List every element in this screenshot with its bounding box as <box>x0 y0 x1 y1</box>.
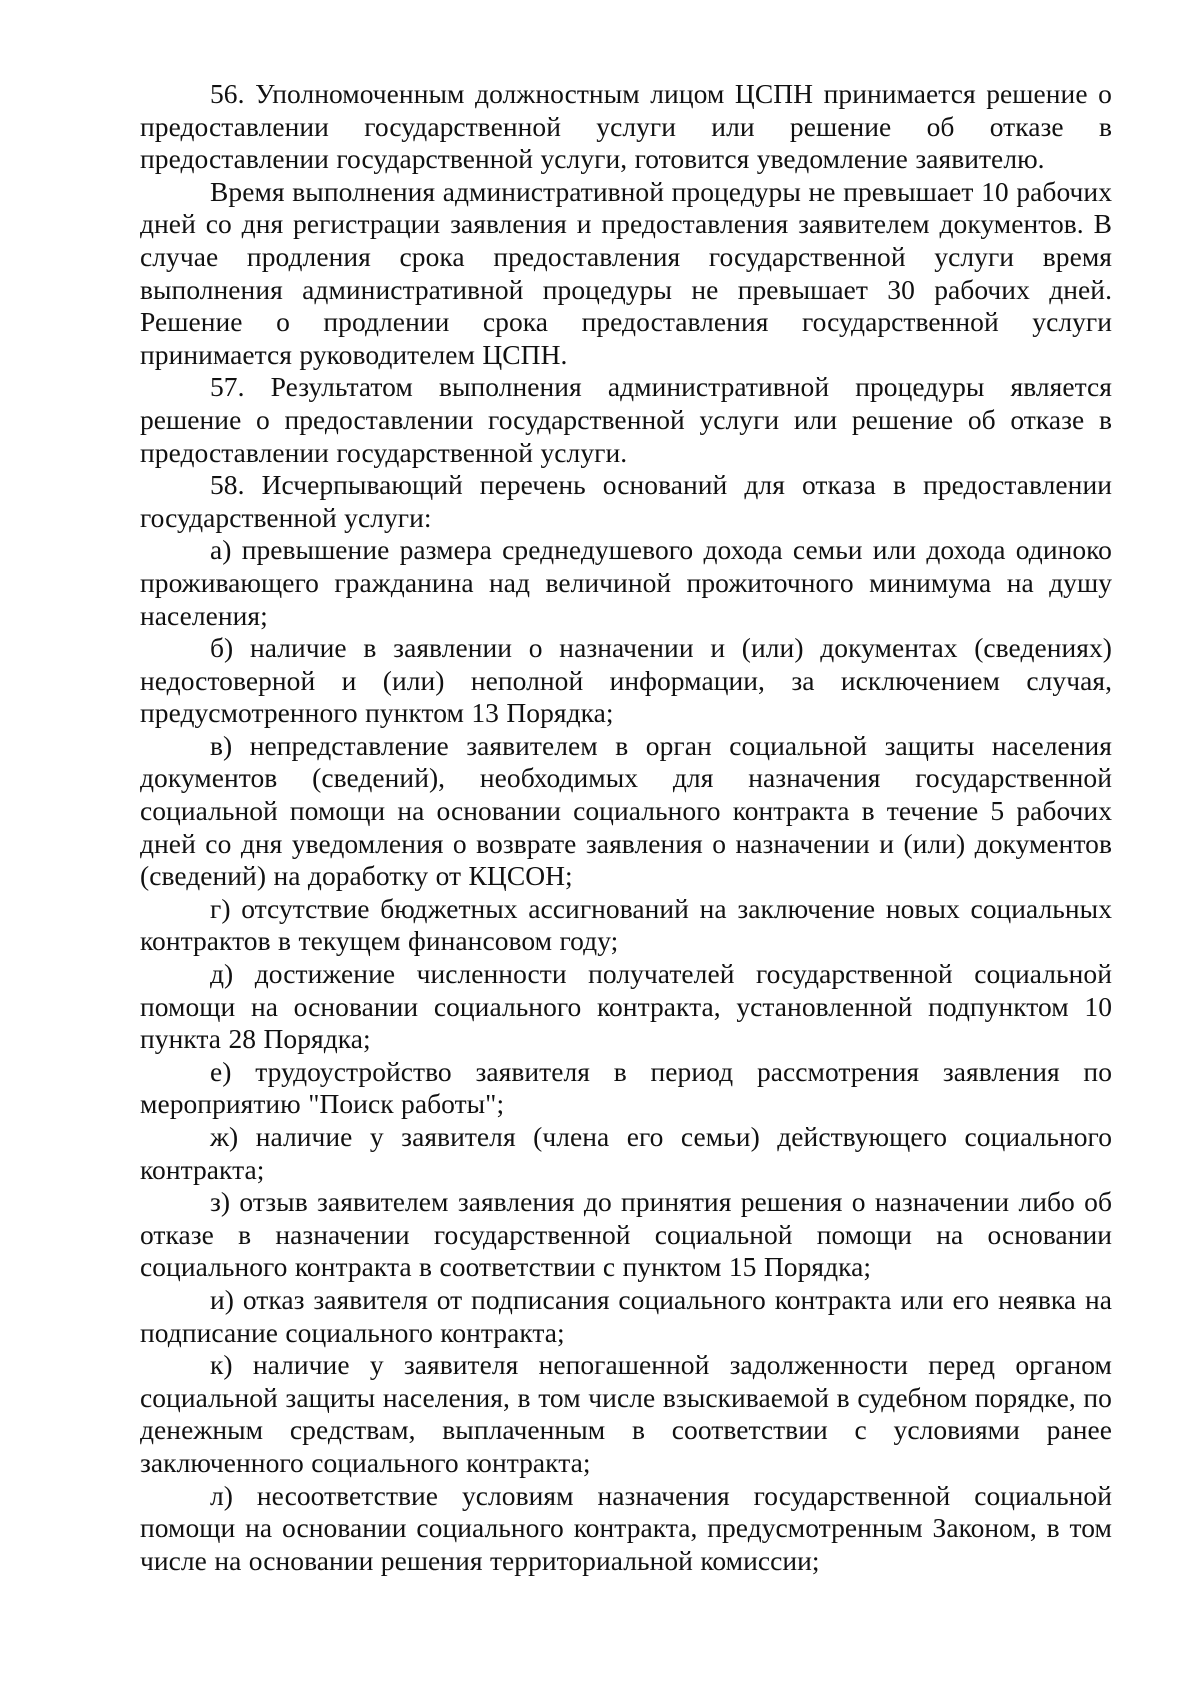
list-item-d: д) достижение численности получателей государственной социальной помощи на основании социального контракта, установленной подпунктом 10 пункта 28 Порядка; <box>140 958 1112 1055</box>
list-item-a: а) превышение размера среднедушевого дохода семьи или дохода одиноко проживающего гражданина над величиной прожиточного минимума на душу населения; <box>140 534 1112 631</box>
paragraph-58: 58. Исчерпывающий перечень оснований для отказа в предоставлении государственной услуги: <box>140 469 1112 533</box>
list-item-z: з) отзыв заявителем заявления до принятия решения о назначении либо об отказе в назначении государственной социальной помощи на основании социального контракта в соответствии с пунктом 15 Порядка; <box>140 1186 1112 1283</box>
paragraph-processing-time: Время выполнения административной процедуры не превышает 10 рабочих дней со дня регистрации заявления и предоставления заявителем документов. В случае продления срока предоставления государственной услуги время выполнения административной процедуры не превышает 30 рабочих дней. Решение о продлении срока предоставления государственной услуги принимается руководителем ЦСПН. <box>140 175 1112 370</box>
list-item-k: к) наличие у заявителя непогашенной задолженности перед органом социальной защиты населения, в том числе взыскиваемой в судебном порядке, по денежным средствам, выплаченным в соответствии с условиями ранее заключенного социального контракта; <box>140 1349 1112 1478</box>
paragraph-57: 57. Результатом выполнения административной процедуры является решение о предоставлении государственной услуги или решение об отказе в предоставлении государственной услуги. <box>140 371 1112 468</box>
document-page <box>140 78 1112 1577</box>
list-item-i: и) отказ заявителя от подписания социального контракта или его неявка на подписание социального контракта; <box>140 1283 1112 1348</box>
paragraph-56: 56. Уполномоченным должностным лицом ЦСПН принимается решение о предоставлении государственной услуги или решение об отказе в предоставлении государственной услуги, готовится уведомление заявителю. <box>140 78 1112 175</box>
list-item-v: в) непредставление заявителем в орган социальной защиты населения документов (сведений), необходимых для назначения государственной социальной помощи на основании социального контракта в течение 5 рабочих дней со дня уведомления о возврате заявления о назначении и (или) документов (сведений) на доработку от КЦСОН; <box>140 729 1112 892</box>
list-item-b: б) наличие в заявлении о назначении и (или) документах (сведениях) недостоверной и (или) неполной информации, за исключением случая, предусмотренного пунктом 13 Порядка; <box>140 632 1112 729</box>
list-item-l: л) несоответствие условиям назначения государственной социальной помощи на основании социального контракта, предусмотренным Законом, в том числе на основании решения территориальной комиссии; <box>140 1479 1112 1576</box>
list-item-g: г) отсутствие бюджетных ассигнований на заключение новых социальных контрактов в текущем финансовом году; <box>140 892 1112 957</box>
list-item-zh: ж) наличие у заявителя (члена его семьи) действующего социального контракта; <box>140 1121 1112 1185</box>
list-item-e: е) трудоустройство заявителя в период рассмотрения заявления по мероприятию "Поиск работы"; <box>140 1055 1112 1120</box>
